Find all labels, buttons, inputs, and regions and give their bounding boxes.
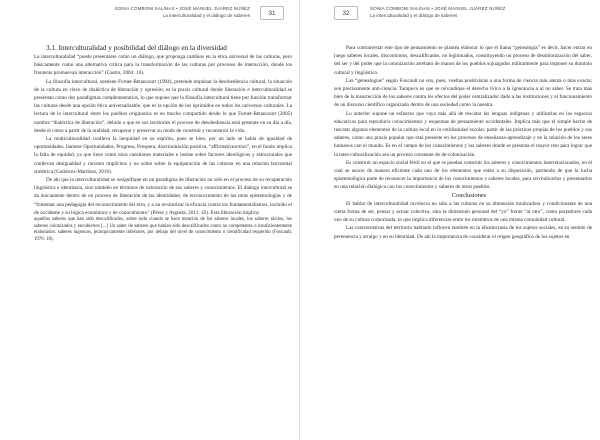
right-page-content: [334, 44, 592, 241]
left-page-content: [34, 44, 292, 243]
left-header-text: [115, 6, 250, 18]
right-page: [300, 0, 600, 440]
paragraph: Las “genealogías” según Foucault no son, pues, vueltas positivistas a una forma de ciencia más atenta o más exacta; son precisamente anti-ciencia. Tampoco es que se reivindique el derecho lírico a la ignorancia o al no saber. Se trata más bien de la insurrección de los saberes contra los efectos del poder centralizador dado a las instituciones y al funcionamiento de un discurso científico organizado dentro de una sociedad como la nuestra.: [334, 77, 592, 109]
right-header-title: La interculturalidad y el diálogo de saberes: [370, 13, 458, 18]
left-page-number: 31: [260, 6, 284, 20]
right-header-text: [370, 6, 505, 18]
conclusions-heading: Conclusiones: [451, 191, 487, 199]
left-header-title: La interculturalidad y el diálogo de saberes: [162, 13, 250, 18]
block-quote: aquellos saberes que han sido descalificados, sobre todo cuando se hace mención de los saberes locales, los saberes tácitos, los saberes colonizados y encubiertos [...] Un saber de saberes que habían sido descalificados como no competentes o insuficientemente elaborados: saberes ingenuos, jerárquicamente inferiores, por debajo del nivel de conocimiento o cientificidad requerido (Foucault, 1976: 18).: [34, 217, 292, 242]
section-heading: 3.1. Interculturalidad y posibilidad del diálogo en la diversidad: [46, 44, 227, 52]
left-header-authors: SONIA COMBONI SALINAS • JOSÉ MANUEL JUÁREZ NÚÑEZ: [114, 6, 250, 11]
paragraph: Para contrarrestar este tipo de pensamiento se plantea elaborar lo que él llama “genealogía” es decir, hacer entrar en juego saberes locales, discontinuos, descalificados, no legitimados, constituyendo un proceso de desdolonización del saber, del ser y del poder que la colonización arrebató de manos de los pueblos sojuzgados militarmente para imponer su dominio cultural y lingüístico.: [334, 45, 592, 76]
paragraph: La multiculturalidad conlleva la inequidad en su espíritu, pues se bien, por un lado se habla de igualdad de oportunidades, llamese Oportunidades, Progresa, Prospera, discriminación positiva, “affirmativeaction”, en el fondo implica la falta de equidad, ya que tiene como mira cuestiones materiales e insiste sobre factores ideológicos y estructurales que conllevan desigualdad y racismo implícitos y no sobre sobre la equiparación de las culturas en una relación horizontal simétrica (Gutiérrez-Martínez, 2016).: [34, 136, 292, 175]
right-header-authors: SONIA COMBONI SALINAS • JOSÉ MANUEL JUÁREZ NÚÑEZ: [370, 6, 506, 11]
right-page-number: 32: [334, 6, 358, 20]
paragraph: Es construir un espacio social fértil en el que se puedan construir los saberes y conocimientos interrelacionados, en el cual se asocie de manera eficiente cada uno de los elementos que están a su disposición, partiendo de que la lucha epistemológica parte de reconocer la importancia de los conocimientos y saberes locales, para reivindicarlos y presentarlos en una relación dialógica con los conocimientos y saberes de otros pueblos.: [334, 159, 592, 191]
paragraph: La filosofía intercultural, sostiene Fornet-Betancourt (1994), pretende impulsar la desobediencia cultural, la situación de la cultura en clave de dialéctica de liberación y opresión; es la praxis cultural donde liberación e interculturalidad se presentan como dos paradigmas complementarios, lo que supone que la filosofía intercultural tiene por función transformar las culturas desde una opción ética universalizable, que es la opción de los oprimidos en todos los universos culturales. La lectura de lo intercultural entre los pueblos originarios es en mucho compartido desde lo que Fornet-Betancourt (2005) nombra “dialéctica de liberación”, debido a que en sus territorios el proceso de desobediencia está presente en su día a día, desde el cómo a partir de la oralidad, recuperar y preservar su modo de construir y reconstruir la vida.: [34, 78, 292, 134]
paragraph: De ahí que la interculturalidad se resignifique en un paradigma de liberación no sólo en el proceso de su recuperación lingüística e identitaria, sino también en términos de valoración de sus saberes y conocimientos. El diálogo intercultural se da únicamente dentro de un proceso de liberación de las identidades, de reconocimiento de las otras epistemologías y de “fomentar una pedagogía del reconocimiento del otro, y a un revalorizar la eficacia contra los fundamentalismos, incluido el de occidente y su lógica económica y de conocimiento” (Pérez y Argueta, 2011: 43). Esta liberación implica:: [34, 177, 292, 216]
paragraph: La interculturalidad “puede presentarse como un diálogo, que proponga cambios en la ética universal de las culturas, pero básicamente como una alternativa crítica para la transformación de las culturas por procesos de interacción, donde los fronteras promuevan interacción” (Castro, 2004: 16).: [34, 54, 292, 77]
left-running-header: [34, 6, 290, 26]
paragraph: Lo anterior supone un esfuerzo que vaya más allá de rescatar las lenguas indígenas y utilizarlas en los espacios educativos para reproducir conocimientos y esquemas de pensamiento occidentales. Implica más que el simple hecho de rescatar algunos elementos de la cultura local en la cotidianidad escolar, partir de las prácticas propias de los pueblos y sus saberes, como una praxis popular que está presente en los procesos de enseñanza-aprendizaje y en la relación de los seres humanos con el mundo. Es en el campo de los conocimientos y los saberes donde se presenta el mayor reto para lograr que la inter-culturalización sea un proceso constante de de-colonización.: [334, 110, 592, 158]
right-running-header: [334, 6, 590, 26]
paragraph: Las características del territorio habitado influyen también en la idiosincrasia de los sujetos sociales, en su sentido de pertenencia y arraigo y en su identidad. De ahí la importancia de considerar el origen geográfico de los sujetos en: [334, 225, 592, 240]
paragraph: El hablar de interculturalidad involucra no sólo a las culturas en su dimensión totalizadora y condicionante de una cierta forma de ser, pensar y actuar colectiva, sino la dimensión personal del “yo” frente “al otro”, como portadores cada uno de su cultura corporizada, lo que implica diferencias entre los miembros de una misma comunidad cultural.: [334, 200, 592, 224]
